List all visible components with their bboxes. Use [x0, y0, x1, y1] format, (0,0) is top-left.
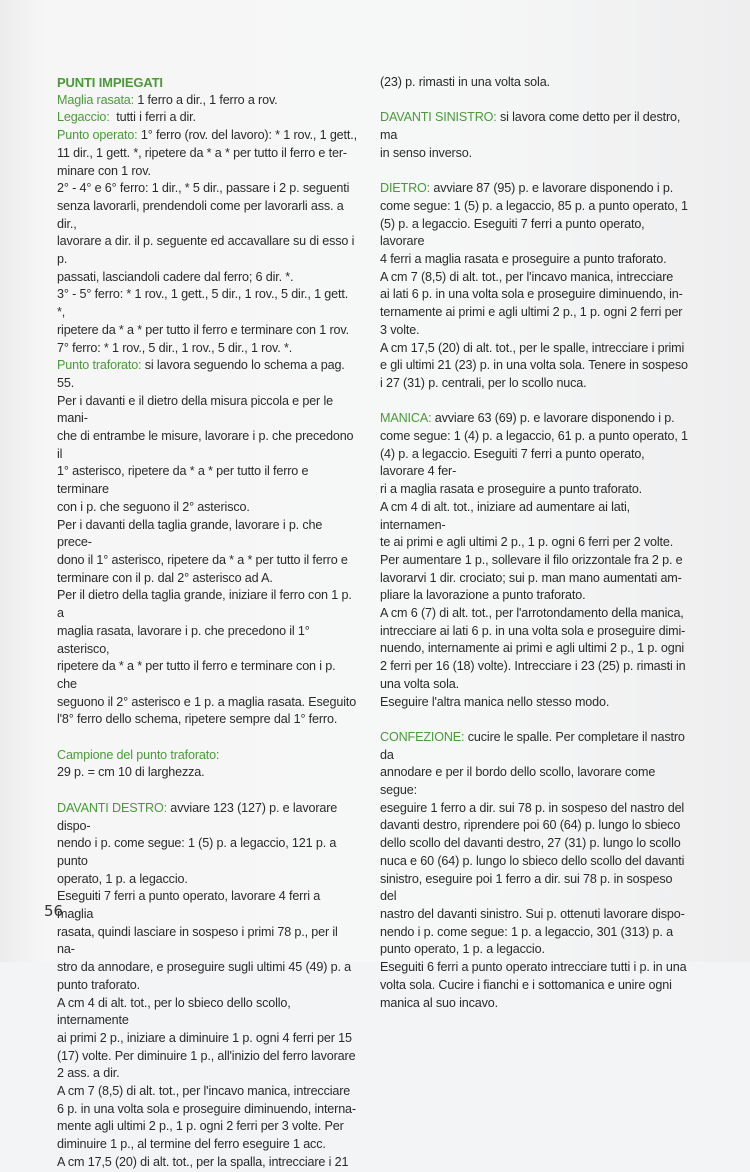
- text-line: A cm 4 di alt. tot., iniziare ad aumentare ai lati, internamen-: [380, 499, 634, 532]
- text-line: nastro del davanti sinistro. Sui p. ottenuti lavorare dispo-: [380, 906, 685, 921]
- text-line: (17) volte. Per diminuire 1 p., all'inizio del ferro lavorare: [57, 1048, 356, 1063]
- text-line: eseguire 1 ferro a dir. sui 78 p. in sospeso del nastro del: [380, 800, 685, 815]
- text-line: 7° ferro: * 1 rov., 5 dir., 1 rov., 5 dir., 1 rov. *.: [57, 340, 293, 355]
- text-line: davanti destro, riprendere poi 60 (64) p. lungo lo sbieco: [380, 818, 681, 833]
- text-line: Per il dietro della taglia grande, iniziare il ferro con 1 p. a: [57, 588, 356, 621]
- text-line: rasata, quindi lasciare in sospeso i primi 78 p., per il na-: [57, 924, 342, 957]
- label-manica: MANICA:: [380, 411, 432, 426]
- punto-operato-line: Punto operato: 1° ferro (rov. del lavoro): * 1 rov., 1 gett.,: [57, 128, 357, 143]
- text-line: ai lati 6 p. in una volta sola e proseguire diminuendo, in-: [380, 287, 683, 302]
- text-line: senza lavorarli, prendendoli come per lavorarli ass. a dir.,: [57, 198, 347, 231]
- text-line: in senso inverso.: [380, 145, 472, 160]
- label-punto-traforato: Punto traforato:: [57, 358, 142, 373]
- text-line: nendo i p. come segue: 1 (5) p. a legaccio, 121 p. a punto: [57, 836, 340, 868]
- punto-traforato-line: Punto traforato: si lavora seguendo lo schema a pag. 55.: [57, 358, 349, 390]
- text-line: 6 p. in una volta sola e proseguire diminuendo, interna-: [57, 1101, 356, 1116]
- text-line: (4) p. a legaccio. Eseguiti 7 ferri a punto operato, lavorare 4 fer-: [380, 446, 648, 479]
- continued-line: (23) p. rimasti in una volta sola.: [380, 75, 550, 89]
- text-line: dono il 1° asterisco, ripetere da * a * per tutto il ferro e: [57, 552, 348, 567]
- text-line: te ai primi e agli ultimi 2 p., 1 p. ogni 6 ferri per 2 volte.: [380, 535, 674, 550]
- text-line: A cm 17,5 (20) di alt. tot., per le spalle, intrecciare i primi: [380, 340, 685, 355]
- text-line: ripetere da * a * per tutto il ferro e terminare con i p. che: [57, 659, 339, 691]
- text-line: l'8° ferro dello schema, ripetere sempre dal 1° ferro.: [57, 712, 338, 727]
- text-line: ai primi 2 p., iniziare a diminuire 1 p. ogni 4 ferri per 15: [57, 1030, 352, 1045]
- text-line: mente agli ultimi 2 p., 1 p. ogni 2 ferri per 3 volte. Per: [57, 1119, 344, 1134]
- text-line: come segue: 1 (4) p. a legaccio, 61 p. a punto operato, 1: [380, 429, 688, 444]
- text-line: Eseguiti 6 ferri a punto operato intrecciare tutti i p. in una: [380, 960, 687, 975]
- text-line: operato, 1 p. a legaccio.: [57, 871, 188, 886]
- text-line: A cm 7 (8,5) di alt. tot., per l'incavo manica, intrecciare: [380, 269, 674, 284]
- label-punto-operato: Punto operato:: [57, 128, 138, 143]
- label-dietro: DIETRO:: [380, 181, 431, 196]
- text-line: A cm 4 di alt. tot., per lo sbieco dello scollo, internamente: [57, 995, 294, 1028]
- label-davanti-sinistro: DAVANTI SINISTRO:: [380, 110, 497, 125]
- label-maglia-rasata: Maglia rasata:: [57, 92, 134, 107]
- text-line: annodare e per il bordo dello scollo, lavorare come segue:: [380, 765, 659, 798]
- confezione-line: CONFEZIONE: cucire le spalle. Per completare il nastro da: [380, 729, 689, 762]
- davanti-destro-line: DAVANTI DESTRO: avviare 123 (127) p. e lavorare dispo-: [57, 800, 341, 833]
- text-line: passati, lasciandoli cadere dal ferro; 6 dir. *.: [57, 269, 294, 284]
- text-line: una volta sola.: [380, 676, 459, 691]
- text-line: i 27 (31) p. centrali, per lo scollo nuca.: [380, 375, 587, 390]
- text-line: Per aumentare 1 p., sollevare il filo orizzontale fra 2 p. e: [380, 552, 683, 567]
- text-line: minare con 1 rov.: [57, 163, 151, 178]
- text-line: ternamente ai primi e agli ultimi 2 p., 1 p. ogni 2 ferri per: [380, 305, 683, 320]
- text-line: 2 ass. a dir.: [57, 1066, 120, 1081]
- dietro-line: DIETRO: avviare 87 (95) p. e lavorare disponendo i p.: [380, 181, 674, 196]
- text-line: lavorare a dir. il p. seguente ed accavallare su di esso i p.: [57, 234, 358, 267]
- label-legaccio: Legaccio:: [57, 110, 110, 125]
- text-line: come segue: 1 (5) p. a legaccio, 85 p. a punto operato, 1: [380, 198, 688, 213]
- text-line: con i p. che seguono il 2° asterisco.: [57, 499, 250, 514]
- text-line: nuendo, internamente ai primi e agli ultimi 2 p., 1 p. ogni: [380, 641, 685, 656]
- text-line: e gli ultimi 21 (23) p. in una volta sola. Tenere in sospeso: [380, 358, 688, 373]
- text-line: punto operato, 1 p. a legaccio.: [380, 942, 545, 957]
- text-line: A cm 7 (8,5) di alt. tot., per l'incavo manica, intrecciare: [57, 1084, 351, 1099]
- text-line: manica al suo incavo.: [380, 995, 498, 1010]
- text-line: nendo i p. come segue: 1 p. a legaccio, 301 (313) p. a: [380, 924, 673, 939]
- right-column: [380, 74, 691, 1012]
- text-line: punto traforato.: [57, 977, 141, 992]
- text-line: 1° asterisco, ripetere da * a * per tutto il ferro e terminare: [57, 464, 312, 497]
- text-line: Eseguire l'altra manica nello stesso modo.: [380, 694, 610, 709]
- page-number: 56: [44, 902, 64, 920]
- davanti-sinistro-line: DAVANTI SINISTRO: si lavora come detto per il destro, ma: [380, 110, 684, 143]
- label-confezione: CONFEZIONE:: [380, 729, 465, 744]
- legaccio-paragraph: Legaccio: tutti i ferri a dir.: [57, 110, 196, 125]
- label-campione: Campione del punto traforato:: [57, 747, 220, 762]
- label-davanti-destro: DAVANTI DESTRO:: [57, 800, 167, 815]
- text-line: pliare la lavorazione a punto traforato.: [380, 588, 586, 603]
- campione-text: 29 p. = cm 10 di larghezza.: [57, 765, 205, 780]
- text-line: dello scollo del davanti destro, 27 (31) p. lungo lo scollo: [380, 836, 681, 851]
- text-line: nuca e 60 (64) p. lungo lo sbieco dello scollo del davanti: [380, 853, 685, 868]
- text-line: 2 ferri per 16 (18) volte). Intrecciare i 23 (25) p. rimasti in: [380, 659, 686, 674]
- text-line: 3 volte.: [380, 322, 420, 337]
- text-line: che di entrambe le misure, lavorare i p. che precedono il: [57, 429, 357, 461]
- text-line: Per i davanti e il dietro della misura piccola e per le mani-: [57, 393, 337, 426]
- text-line: terminare con il p. dal 2° asterisco ad A.: [57, 570, 273, 585]
- text-line: A cm 6 (7) di alt. tot., per l'arrotondamento della manica,: [380, 606, 684, 621]
- text-line: seguono il 2° asterisco e 1 p. a maglia rasata. Eseguito: [57, 694, 357, 709]
- text-line: Eseguiti 7 ferri a punto operato, lavorare 4 ferri a maglia: [57, 889, 324, 922]
- text-line: 11 dir., 1 gett. *, ripetere da * a * per tutto il ferro e ter-: [57, 145, 347, 160]
- text-line: (5) p. a legaccio. Eseguiti 7 ferri a punto operato, lavorare: [380, 216, 648, 249]
- text-line: sinistro, eseguire poi 1 ferro a dir. sui 78 p. in sospeso del: [380, 871, 676, 904]
- text-line: ri a maglia rasata e proseguire a punto traforato.: [380, 482, 643, 497]
- text-line: ripetere da * a * per tutto il ferro e terminare con 1 rov.: [57, 322, 349, 337]
- text-line: stro da annodare, e proseguire sugli ultimi 45 (49) p. a: [57, 960, 352, 975]
- text-line: intrecciare ai lati 6 p. in una volta sola e proseguire dimi-: [380, 623, 686, 638]
- text-line: 2° - 4° e 6° ferro: 1 dir., * 5 dir., passare i 2 p. seguenti: [57, 181, 350, 196]
- manica-line: MANICA: avviare 63 (69) p. e lavorare disponendo i p.: [380, 411, 675, 426]
- section-title-punti-impiegati: PUNTI IMPIEGATI: [57, 75, 163, 90]
- text-line: maglia rasata, lavorare i p. che precedono il 1° asterisco,: [57, 623, 314, 656]
- text-line: Per i davanti della taglia grande, lavorare i p. che prece-: [57, 517, 326, 550]
- text-line: lavorarvi 1 dir. crociato; sui p. man mano aumentati am-: [380, 570, 682, 585]
- text-line: 4 ferri a maglia rasata e proseguire a punto traforato.: [380, 252, 667, 266]
- text-line: diminuire 1 p., al termine del ferro eseguire 1 acc.: [57, 1137, 326, 1152]
- text-line: volta sola. Cucire i fianchi e i sottomanica e unire ogni: [380, 977, 672, 992]
- maglia-rasata-paragraph: Maglia rasata: 1 ferro a dir., 1 ferro a rov.: [57, 92, 278, 107]
- text-line: A cm 17,5 (20) di alt. tot., per la spalla, intrecciare i 21: [57, 1154, 349, 1169]
- left-column: [57, 74, 357, 1172]
- text-line: 3° - 5° ferro: * 1 rov., 1 gett., 5 dir., 1 rov., 5 dir., 1 gett. *,: [57, 287, 352, 320]
